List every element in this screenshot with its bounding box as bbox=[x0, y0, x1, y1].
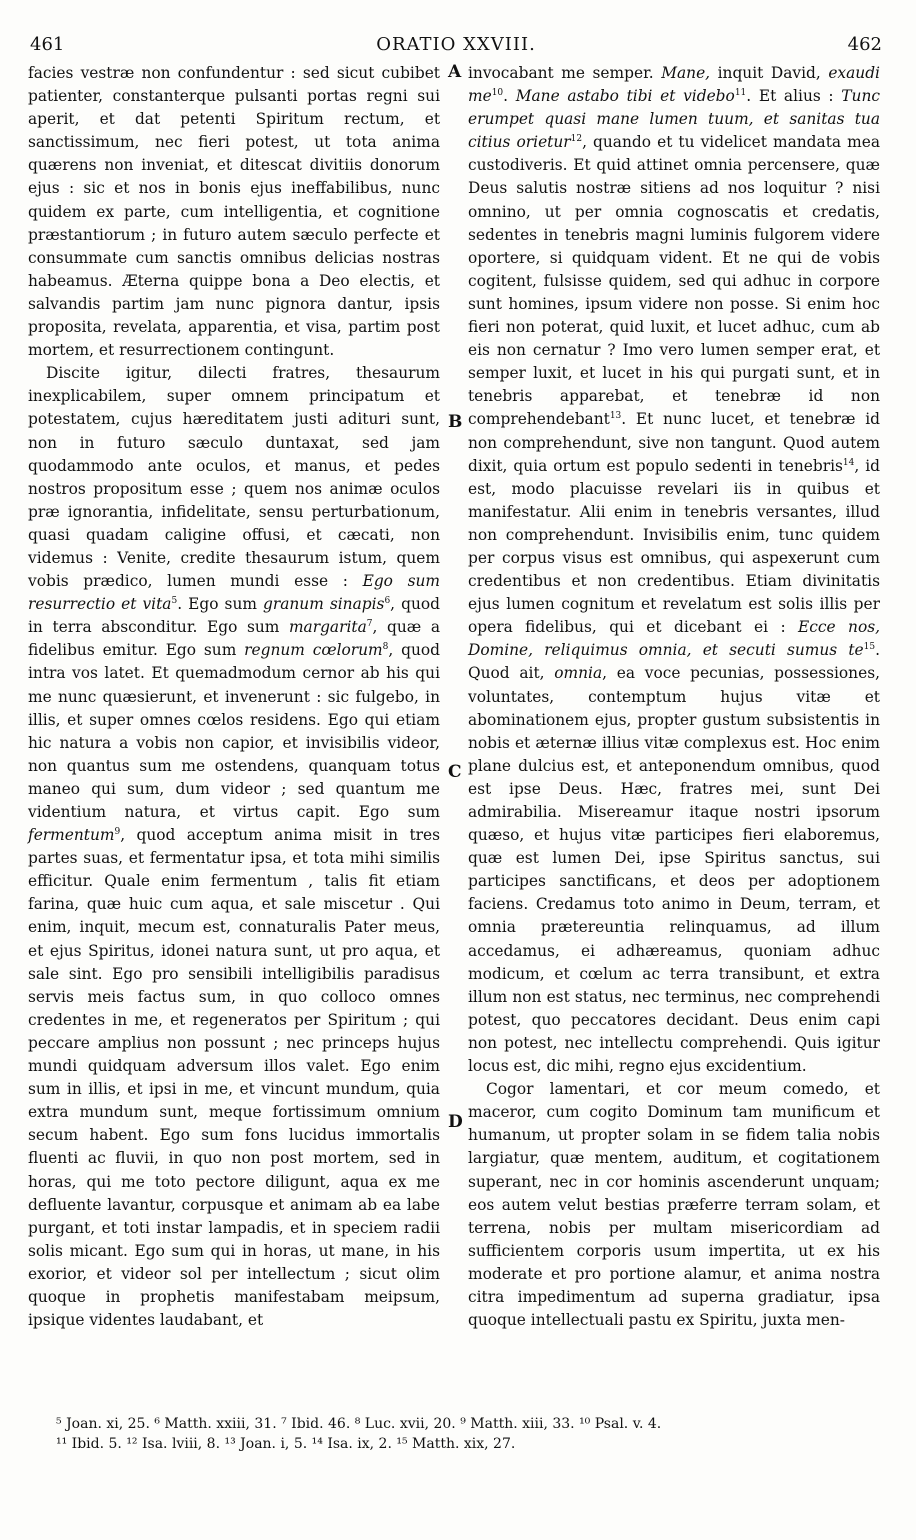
left-paragraph-2 bbox=[28, 362, 440, 1332]
footnote-ref: 13 bbox=[609, 411, 622, 422]
page-header bbox=[30, 34, 882, 60]
right-paragraph-2 bbox=[468, 1078, 880, 1332]
footnote-line-2: ¹¹ Ibid. 5. ¹² Isa. lviii, 8. ¹³ Joan. i, 5. ¹⁴ Isa. ix, 2. ¹⁵ Matth. xix, 27. bbox=[56, 1436, 516, 1452]
text-run: , quando et tu videlicet mandata mea custodiveris. Et quid attinet omnia percensere, quæ Deus salutis nostræ sitiens ad nos loquitur ? nisi omnino, ut per omnia cognoscatis et credatis, sedentes in tenebris magni luminis fulgorem videre oportere, si quidquam vident. Et ne qui de vobis cogitent, fulsisse quidem, sed qui adhuc in corpore sunt homines, ipsum videre non posse. Si enim hoc fieri non poterat, quid luxit, et lucet adhuc, cum ab eis non cernatur ? Imo vero lumen semper erat, et semper luxit, et lucet in his qui purgati sunt, et in tenebris apparebat, et tenebræ id non comprehendebant bbox=[468, 133, 881, 429]
italic-citation: Tunc erumpet quasi mane lumen tuum, et sanitas tua citius orietur bbox=[468, 87, 880, 152]
text-run: , quod in terra absconditur. Ego sum bbox=[28, 595, 440, 637]
text-run: facies vestræ non confundentur : sed sicut cubibet patienter, constanterque pulsanti portas regni sui aperit, et dat petenti Spiritum rectum, et sanctissimum, nec fieri potest, ut tota anima quærens non inveniat, et ditescat divitiis donorum ejus : sic et nos in bonis ejus ineffabilibus, nunc quidem ex parte, cum intelligentia, et cognitione præstantiorum ; in futuro autem sæculo perfecte et consummate cum sanctis omnibus delicias nostras habeamus. Æterna quippe bona a Deo electis, et salvandis partim jam nunc pignora dantur, ipsis proposita, revelata, apparentia, et visa, partim post mortem, et resurrectionem contingunt. bbox=[28, 64, 440, 360]
left-column bbox=[28, 62, 440, 1332]
footnote-line-1: ⁵ Joan. xi, 25. ⁶ Matth. xxiii, 31. ⁷ Ibid. 46. ⁸ Luc. xvii, 20. ⁹ Matth. xiii, 33. ¹⁰ Psal. v. 4. bbox=[56, 1416, 662, 1432]
text-run: . bbox=[503, 87, 516, 106]
text-run: , id est, modo placuisse revelari iis in quibus et manifestatur. Alii enim in tenebris versantes, illud non comprehendunt. Invisibilis enim, tunc quidem per corpus visus est omnibus, qui aspexerunt cum credentibus et non credentibus. Etiam divinitatis ejus lumen cognitum et revelatum est solis illis per opera fidelibus, qui et dicebant ei : bbox=[468, 456, 880, 637]
text-run: Discite igitur, dilecti fratres, thesaurum inexplicabilem, super omnem principatum et potestatem, cujus hæreditatem justi adituri sunt, non in futuro sæculo duntaxat, sed jam quodammodo ante oculos, et manus, et pedes nostros propositum esse ; quem nos animæ oculos præ ignorantia, infidelitate, sensu perturbationum, quasi quadam caligine offusi, et cæcati, non videmus : Venite, credite thesaurum istum, quem vobis prædico, lumen mundi esse : bbox=[28, 364, 440, 591]
text-run: , ea voce pecunias, possessiones, voluntates, contemptum hujus vitæ et abominationem ejus, propter gustum subsistentis in nobis et æternæ illius vitæ complexus est. Hoc enim plane dulcius est, et anteponendum omnibus, quod est ipse Deus. Hæc, fratres mei, sunt Dei admirabilia. Misereamur itaque nostri ipsorum quæso, et hujus vitæ participes fieri elaboremus, quæ est lumen Dei, ipse Spiritus sanctus, sui participes sanctificans, et deos per adoptionem faciens. Credamus toto animo in Deum, terram, et omnia prætereuntia relinquamus, ad illum accedamus, ei adhæreamus, quoniam adhuc modicum, et cœlum ac terra transibunt, et extra illum non est status, nec terminus, nec comprehendi potest, quo peccatores decidant. Deus enim capi non potest, nec intellectu comprehendi. Quis igitur locus est, dic mihi, regno ejus excidentium. bbox=[468, 664, 880, 1076]
footnote-ref: 5 bbox=[171, 596, 178, 607]
footnote-ref: 11 bbox=[734, 87, 747, 98]
italic-citation: granum sinapis bbox=[263, 595, 385, 614]
footnote-ref: 15 bbox=[863, 642, 876, 653]
text-run: , quæ a fidelibus emitur. Ego sum bbox=[28, 618, 440, 660]
italic-citation: margarita bbox=[288, 618, 367, 637]
margin-marker-c: C bbox=[448, 762, 462, 782]
text-run: , quod intra vos latet. Et quemadmodum cernor ab his qui me nunc quæsierunt, et invenerunt : sic fulgebo, in illis, et super omnes cœlos residens. Ego qui etiam hic natura a vobis non capior, et invisibilis videor, non quantus sum me ostendens, quanquam totus maneo qui sum, dum videor ; sed quantum me videntium natura, et virtus capit. Ego sum bbox=[28, 641, 440, 821]
text-run: Cogor lamentari, et cor meum comedo, et maceror, cum cogito Dominum tam munificum et humanum, ut propter solam in se fidem talia nobis largiatur, quæ mentem, auditum, et cogitationem superant, nec in cor hominis ascenderunt unquam; eos autem velut bestias præferre terram solam, et terrena, nobis per multam misericordiam ad sufficientem corporis usum impertita, ut ex his moderate et pro portione alamur, et anima nostra citra impedimentum ad superna gradiatur, ipsa quoque intellectuali pastu ex Spiritu, juxta men- bbox=[468, 1080, 880, 1330]
footnotes bbox=[28, 1414, 880, 1454]
text-run: invocabant me semper. bbox=[468, 64, 662, 82]
text-run: . Et nunc lucet, et tenebræ id non comprehendunt, sive non tangunt. Quod autem dixit, quia ortum est populo sedenti in tenebris bbox=[468, 410, 880, 475]
footnote-ref: 10 bbox=[491, 87, 504, 98]
right-paragraph-1 bbox=[468, 62, 880, 1078]
right-column bbox=[468, 62, 880, 1332]
text-run: . Ego sum bbox=[177, 595, 263, 614]
page-number-left: 461 bbox=[30, 34, 65, 55]
text-run: . Et alius : bbox=[746, 87, 842, 106]
italic-citation: fermentum bbox=[28, 826, 115, 845]
left-paragraph-1 bbox=[28, 62, 440, 362]
margin-marker-d: D bbox=[448, 1112, 463, 1132]
text-run: , quod acceptum anima misit in tres partes suas, et fermentatur ipsa, et tota mihi similis efficitur. Quale enim fermentum , talis fit etiam farina, quæ huic cum aqua, et sale miscetur . Qui enim, inquit, mecum est, connaturalis Pater meus, et ejus Spiritus, idonei natura sunt, ut pro aqua, et sale sint. Ego pro sensibili intelligibilis paradisus servis meis factus sum, in quo colloco omnes credentes in me, et regeneratos per Spiritum ; qui peccare amplius non possunt ; nec princeps hujus mundi quidquam adversum illos valet. Ego enim sum in illis, et ipsi in me, et vincunt mundum, quia extra mundum sunt, meque fortissimum omnium secum habent. Ego sum fons lucidus immortalis fluenti ac fluvii, in quo non post mortem, sed in horas, qui me toto pectore diligunt, aqua ex me defluente lavantur, corpusque et animam ab ea labe purgant, et toti instar lampadis, et in speciem radii solis micant. Ego sum qui in horas, ut mane, in his exorior, et videor sol per intellectum ; sicut olim quoque in prophetis manifestabam meipsum, ipsique videntes laudabant, et bbox=[28, 826, 440, 1330]
italic-citation: regnum cœlorum bbox=[244, 641, 383, 660]
footnote-ref: 12 bbox=[570, 134, 583, 145]
italic-citation: Ego sum resurrectio et vita bbox=[28, 572, 440, 614]
text-run: inquit David, bbox=[717, 64, 829, 82]
text-run: . Quod ait, bbox=[468, 641, 880, 683]
italic-citation: Ecce nos, Domine, reliquimus omnia, et secuti sumus te bbox=[468, 618, 881, 660]
page-title: ORATIO XXVIII. bbox=[376, 34, 536, 55]
footnote-ref: 6 bbox=[384, 596, 391, 607]
footnote-ref: 14 bbox=[842, 457, 855, 468]
italic-citation: Mane astabo tibi et videbo bbox=[515, 87, 735, 106]
page-number-right: 462 bbox=[847, 34, 882, 55]
italic-citation: omnia bbox=[554, 664, 603, 683]
italic-citation: exaudi me bbox=[468, 64, 880, 106]
footnote-ref: 7 bbox=[366, 619, 373, 630]
margin-marker-b: B bbox=[448, 412, 463, 432]
margin-marker-a: A bbox=[448, 62, 462, 82]
footnote-ref: 9 bbox=[114, 826, 121, 837]
italic-citation: Mane, bbox=[661, 64, 718, 82]
footnote-ref: 8 bbox=[382, 642, 389, 653]
